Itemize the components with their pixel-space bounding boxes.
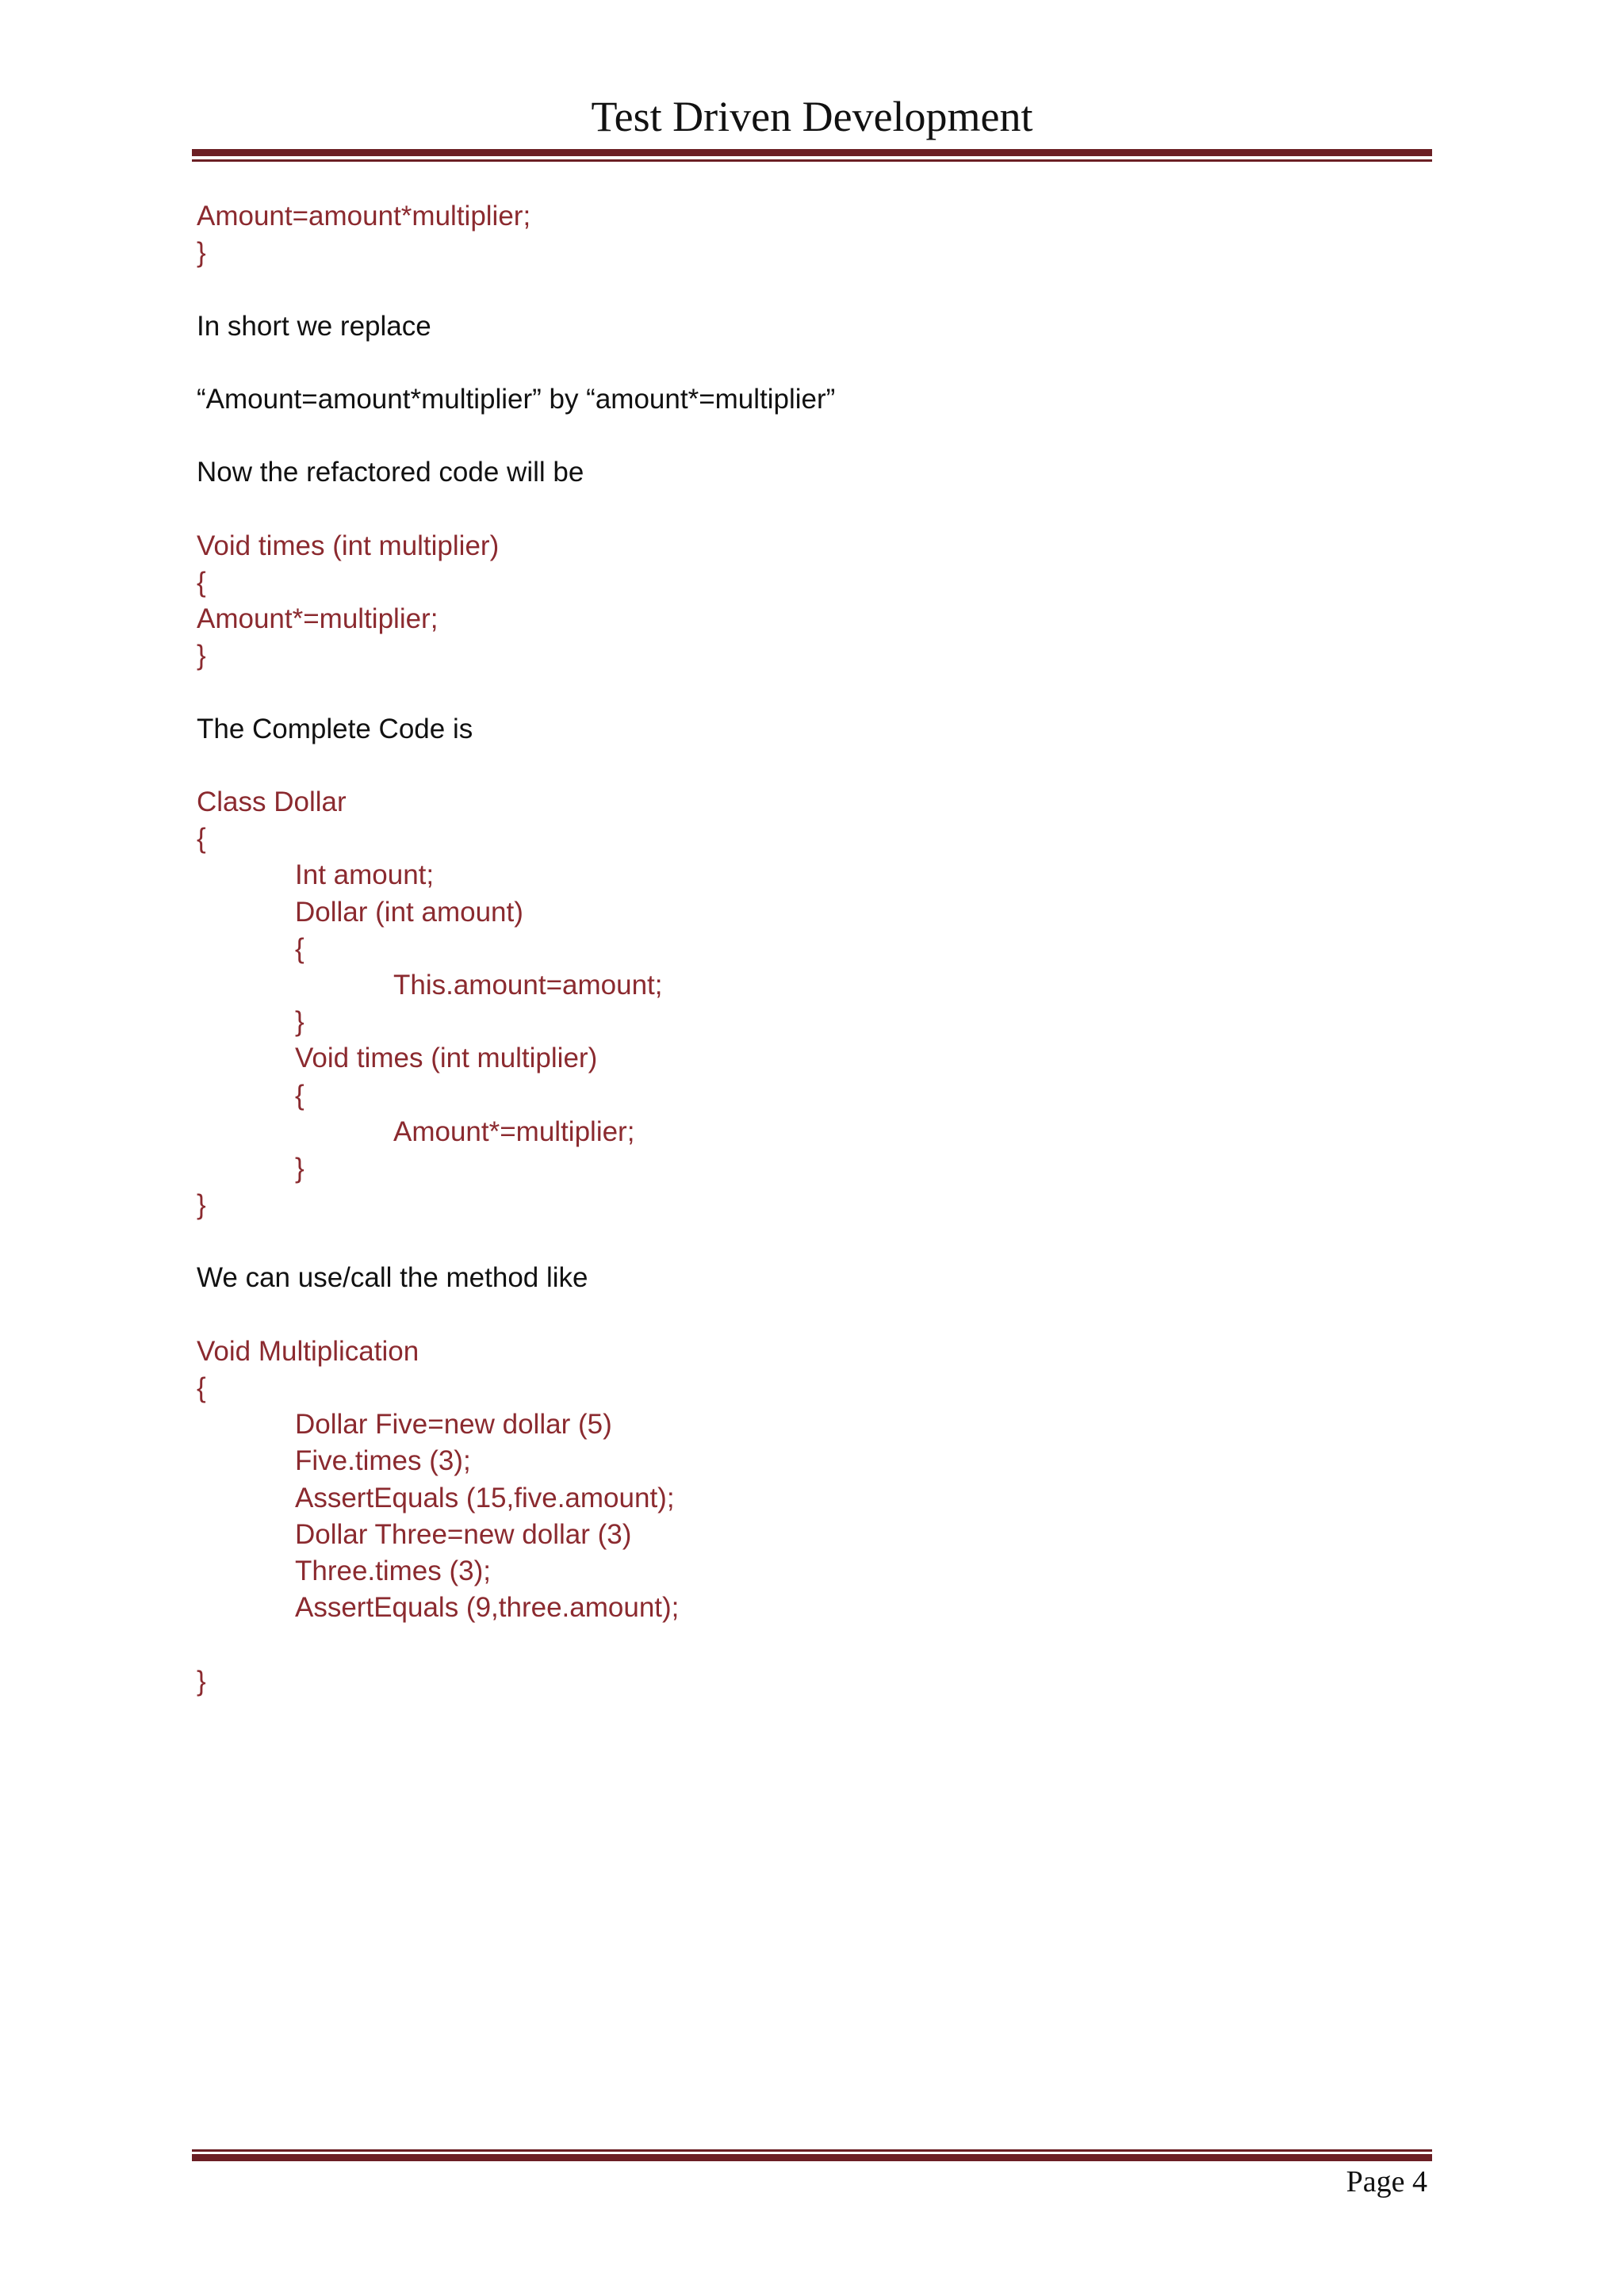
code-line: } bbox=[197, 1665, 206, 1697]
code-line: Dollar Five=new dollar (5) bbox=[295, 1409, 612, 1441]
code-line: Amount*=multiplier; bbox=[393, 1115, 635, 1147]
header-rule-thick bbox=[192, 149, 1432, 156]
code-line: { bbox=[197, 1372, 206, 1403]
code-line: { bbox=[295, 932, 304, 964]
code-line: Amount*=multiplier; bbox=[197, 603, 439, 635]
blank-line bbox=[197, 271, 1418, 308]
footer-rule-thin bbox=[192, 2149, 1432, 2152]
code-line: } bbox=[295, 1006, 304, 1038]
blank-line bbox=[197, 1626, 1418, 1663]
code-line: AssertEquals (15,five.amount); bbox=[295, 1482, 675, 1513]
text-line: The Complete Code is bbox=[197, 713, 473, 744]
footer-rule-thick bbox=[192, 2154, 1432, 2161]
blank-line bbox=[197, 418, 1418, 454]
code-line: AssertEquals (9,three.amount); bbox=[295, 1592, 680, 1624]
header-rule-thin bbox=[192, 159, 1432, 162]
code-line: Void times (int multiplier) bbox=[295, 1043, 598, 1074]
blank-line bbox=[197, 345, 1418, 381]
text-line: Now the refactored code will be bbox=[197, 457, 584, 488]
code-line: Void Multiplication bbox=[197, 1335, 419, 1367]
code-line: Dollar Three=new dollar (3) bbox=[295, 1518, 632, 1550]
code-line: Dollar (int amount) bbox=[295, 896, 523, 928]
blank-line bbox=[197, 1297, 1418, 1334]
text-line: “Amount=amount*multiplier” by “amount*=multiplier” bbox=[197, 383, 836, 415]
code-line: } bbox=[197, 640, 206, 672]
code-line: } bbox=[197, 1189, 206, 1221]
blank-line bbox=[197, 748, 1418, 784]
code-line: } bbox=[197, 237, 206, 269]
text-line: In short we replace bbox=[197, 310, 431, 342]
blank-line bbox=[197, 492, 1418, 528]
code-line: { bbox=[197, 566, 206, 598]
code-line: Three.times (3); bbox=[295, 1555, 491, 1586]
code-line: This.amount=amount; bbox=[393, 969, 663, 1001]
blank-line bbox=[197, 674, 1418, 710]
code-line: Class Dollar bbox=[197, 786, 347, 817]
code-line: } bbox=[295, 1152, 304, 1184]
text-line: We can use/call the method like bbox=[197, 1262, 588, 1294]
code-line: Void times (int multiplier) bbox=[197, 530, 500, 561]
code-line: Int amount; bbox=[295, 859, 435, 891]
code-line: Five.times (3); bbox=[295, 1445, 471, 1477]
code-line: { bbox=[295, 1079, 304, 1111]
code-line: { bbox=[197, 823, 206, 855]
page-header-title: Test Driven Development bbox=[591, 93, 1033, 140]
document-body bbox=[197, 198, 1418, 1700]
page-number: Page 4 bbox=[1346, 2165, 1427, 2198]
blank-line bbox=[197, 1223, 1418, 1260]
code-line: Amount=amount*multiplier; bbox=[197, 201, 531, 232]
